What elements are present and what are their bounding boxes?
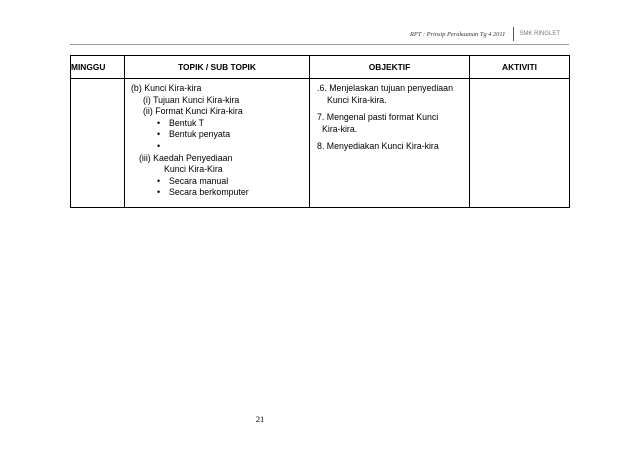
bullet-icon [157,118,169,128]
header-school: SMK RINGLET [519,31,560,37]
lesson-plan-table [70,55,570,208]
header-divider [513,27,514,41]
bullet-icon [157,187,169,197]
topik-line: (ii) Format Kunci Kira-kira [143,106,243,117]
objektif-line: Kira-kira. [322,123,358,134]
cell-aktiviti [470,79,570,208]
table-row [71,79,570,208]
topik-line: (b) Kunci Kira-kira [131,83,202,93]
topik-line: (i) Tujuan Kunci Kira-kira [143,94,240,105]
cell-objektif [310,79,470,208]
topik-bullet-item [125,187,309,199]
objektif-line: .6. Menjelaskan tujuan penyediaan [317,83,453,93]
topik-bullet-text: Bentuk T [169,117,205,128]
topik-bullet-text: Secara manual [169,175,229,186]
column-header-aktiviti: AKTIVITI [470,56,570,79]
topik-bullet-text: Bentuk penyata [169,129,231,140]
objektif-line: 8. Menyediakan Kunci Kira-kira [317,141,439,152]
table-header-row [71,56,570,79]
column-header-topik: TOPIK / SUB TOPIK [125,56,310,79]
topik-bullet-item [125,118,309,130]
bullet-icon [157,141,169,151]
page-number: 21 [255,414,265,424]
bullet-icon [157,176,169,186]
column-header-objektif: OBJEKTIF [310,56,470,79]
topik-line: Kunci Kira-Kira [164,164,223,175]
objektif-line: Kunci Kira-kira. [327,94,387,105]
page-header [410,27,560,41]
cell-topik [125,79,310,208]
column-header-minggu: MINGGU [71,56,125,79]
topik-bullet-item [125,176,309,188]
header-rule [70,44,569,45]
header-title: RPT : Prinsip Perakaunan Tg 4 2011 [410,30,506,38]
topik-line: (iii) Kaedah Penyediaan [139,152,233,163]
bullet-icon [157,129,169,139]
objektif-line: 7. Mengenal pasti format Kunci [317,112,439,123]
cell-minggu [71,79,125,208]
topik-bullet-item [125,129,309,141]
topik-bullet-text: Secara berkomputer [169,187,249,198]
topik-bullet-item [125,141,309,153]
